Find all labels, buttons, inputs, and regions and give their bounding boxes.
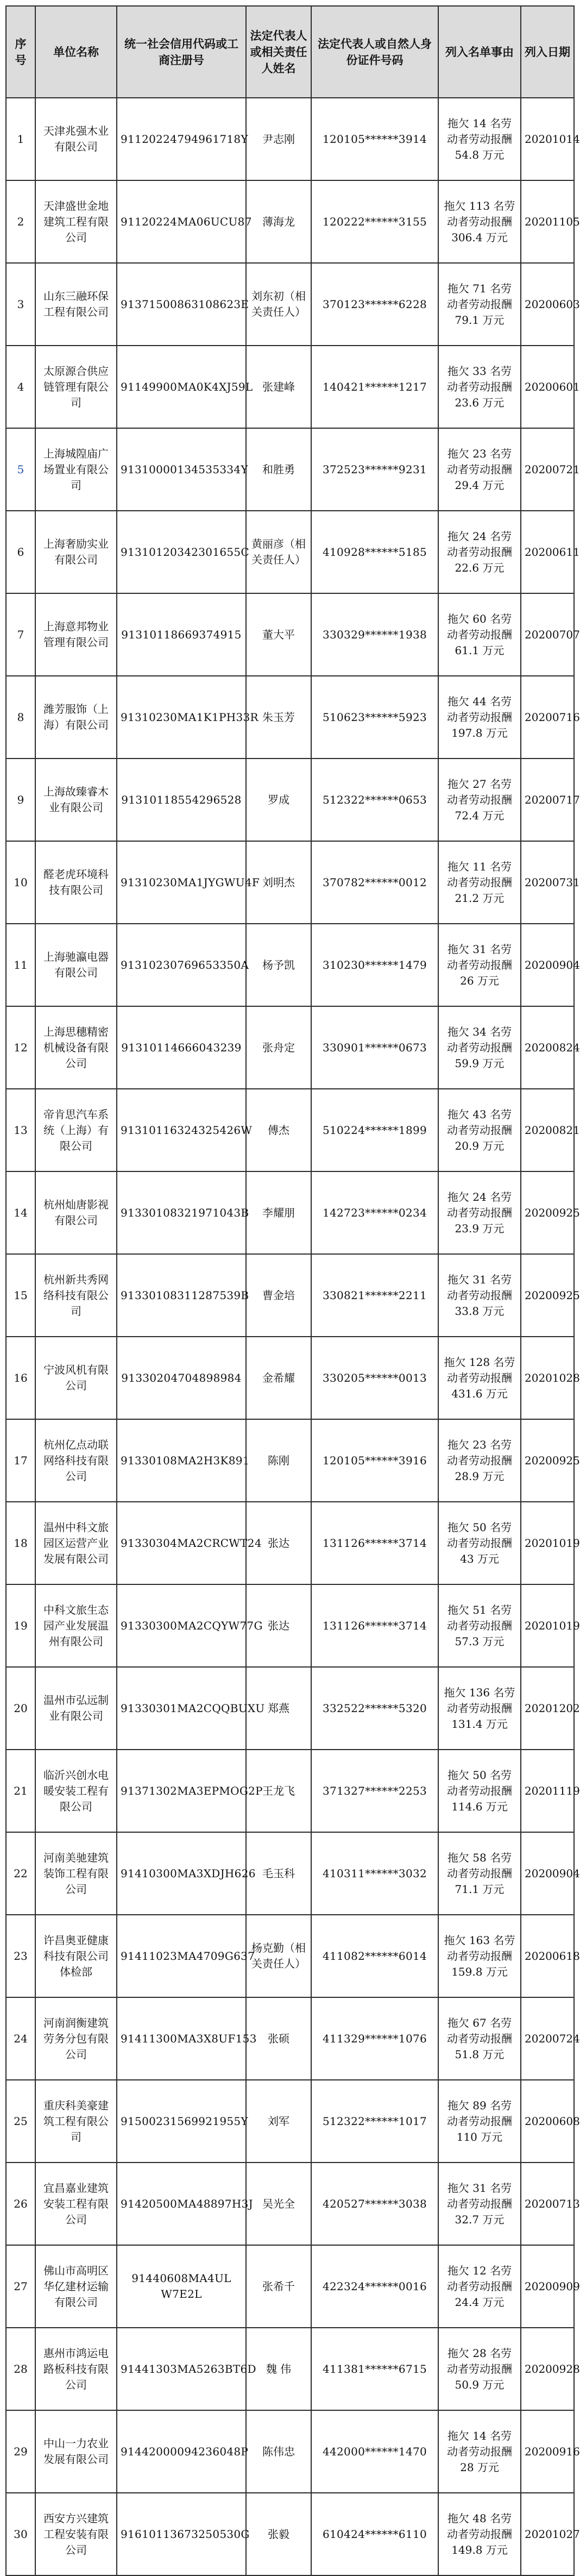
cell-no: 27 [6,2245,35,2328]
cell-responsible-person: 魏 伟 [246,2328,311,2410]
cell-listing-reason: 拖欠 11 名劳动者劳动报酬 21.2 万元 [438,841,521,924]
cell-credit-code: 91371500863108623E [117,263,246,346]
cell-unit-name: 醛老虎环境科技有限公司 [35,841,117,924]
cell-responsible-person: 王龙飞 [246,1750,311,1832]
cell-no: 21 [6,1750,35,1832]
cell-unit-name: 河南润衡建筑劳务分包有限公司 [35,1997,117,2080]
cell-no: 17 [6,1419,35,1502]
cell-listing-reason: 拖欠 89 名劳动者劳动报酬 110 万元 [438,2080,521,2163]
cell-id-number: 330329******1938 [311,593,438,676]
table-row [6,2163,574,2245]
table-row [6,593,574,676]
cell-no: 14 [6,1171,35,1254]
cell-listing-reason: 拖欠 48 名劳动者劳动报酬 149.8 万元 [438,2493,521,2575]
cell-listing-reason: 拖欠 51 名劳动者劳动报酬 57.3 万元 [438,1584,521,1667]
table-row [6,98,574,180]
cell-listing-reason: 拖欠 14 名劳动者劳动报酬 54.8 万元 [438,98,521,180]
cell-listing-reason: 拖欠 27 名劳动者劳动报酬 72.4 万元 [438,759,521,841]
table-row [6,1832,574,1915]
cell-id-number: 310230******1479 [311,924,438,1006]
cell-listing-reason: 拖欠 128 名劳动者劳动报酬 431.6 万元 [438,1337,521,1419]
table-row [6,1997,574,2080]
cell-id-number: 411381******6715 [311,2328,438,2410]
cell-id-number: 371327******2253 [311,1750,438,1832]
cell-no: 24 [6,1997,35,2080]
cell-credit-code: 91500231569921955Y [117,2080,246,2163]
cell-listing-date: 20200713 [521,2163,574,2245]
cell-responsible-person: 张希千 [246,2245,311,2328]
cell-id-number: 411329******1076 [311,1997,438,2080]
cell-listing-reason: 拖欠 113 名劳动者劳动报酬 306.4 万元 [438,180,521,263]
table-row [6,676,574,759]
cell-listing-reason: 拖欠 50 名劳动者劳动报酬 43 万元 [438,1502,521,1584]
cell-listing-reason: 拖欠 60 名劳动者劳动报酬 61.1 万元 [438,593,521,676]
cell-responsible-person: 刘明杰 [246,841,311,924]
cell-credit-code: 91330300MA2CQYW77G [117,1584,246,1667]
cell-listing-date: 20200716 [521,676,574,759]
cell-unit-name: 中山一力农业发展有限公司 [35,2410,117,2493]
cell-responsible-person: 刘东初（相关责任人） [246,263,311,346]
cell-listing-reason: 拖欠 71 名劳动者劳动报酬 79.1 万元 [438,263,521,346]
cell-listing-reason: 拖欠 67 名劳动者劳动报酬 51.8 万元 [438,1997,521,2080]
cell-listing-reason: 拖欠 28 名劳动者劳动报酬 50.9 万元 [438,2328,521,2410]
cell-responsible-person: 和胜勇 [246,428,311,511]
table-row [6,263,574,346]
cell-credit-code: 91420500MA48897H3J [117,2163,246,2245]
cell-credit-code: 91310230MA1JYGWU4F [117,841,246,924]
cell-credit-code: 91120224MA06UCU87 [117,180,246,263]
cell-credit-code: 91310230MA1K1PH33R [117,676,246,759]
cell-responsible-person: 杨克勤（相关责任人） [246,1915,311,1997]
cell-unit-name: 温州市弘远制业有限公司 [35,1667,117,1750]
table-row [6,1667,574,1750]
cell-responsible-person: 董大平 [246,593,311,676]
cell-id-number: 330901******0673 [311,1006,438,1089]
cell-no: 23 [6,1915,35,1997]
cell-responsible-person: 陈伟忠 [246,2410,311,2493]
table-row [6,924,574,1006]
cell-listing-date: 20200916 [521,2410,574,2493]
table-row [6,1006,574,1089]
cell-no: 8 [6,676,35,759]
cell-credit-code: 91411300MA3X8UF153 [117,1997,246,2080]
cell-credit-code: 91410300MA3XDJH626 [117,1832,246,1915]
cell-listing-date: 20200618 [521,1915,574,1997]
cell-credit-code: 91310120342301655C [117,511,246,593]
cell-responsible-person: 张硕 [246,1997,311,2080]
cell-credit-code: 91310116324325426W [117,1089,246,1171]
cell-id-number: 372523******9231 [311,428,438,511]
cell-credit-code: 91330304MA2CRCWT24 [117,1502,246,1584]
table-row [6,2328,574,2410]
cell-no: 25 [6,2080,35,2163]
header-row [6,6,574,98]
cell-responsible-person: 尹志刚 [246,98,311,180]
cell-id-number: 142723******0234 [311,1171,438,1254]
cell-id-number: 510623******5923 [311,676,438,759]
cell-responsible-person: 张达 [246,1502,311,1584]
cell-listing-date: 20200731 [521,841,574,924]
cell-no: 26 [6,2163,35,2245]
cell-no: 11 [6,924,35,1006]
table-row [6,180,574,263]
cell-unit-name: 上海驰瀛电器有限公司 [35,924,117,1006]
cell-listing-date: 20200601 [521,346,574,428]
cell-credit-code: 91442000094236048P [117,2410,246,2493]
table-row [6,1419,574,1502]
cell-unit-name: 上海意邦物业管理有限公司 [35,593,117,676]
cell-credit-code: 91411023MA4709G637 [117,1915,246,1997]
table-row [6,1254,574,1337]
cell-credit-code: 91610113673250530G [117,2493,246,2575]
cell-listing-reason: 拖欠 34 名劳动者劳动报酬 59.9 万元 [438,1006,521,1089]
wage-arrears-blacklist-table [5,5,580,2576]
cell-responsible-person: 金希耀 [246,1337,311,1419]
cell-id-number: 512322******0653 [311,759,438,841]
cell-listing-date: 20201119 [521,1750,574,1832]
table-row [6,2493,574,2575]
cell-listing-date: 20201028 [521,1337,574,1419]
cell-id-number: 422324******0016 [311,2245,438,2328]
header-no: 序号 [6,6,35,98]
cell-credit-code: 91310114666043239 [117,1006,246,1089]
cell-id-number: 442000******1470 [311,2410,438,2493]
cell-no: 2 [6,180,35,263]
cell-id-number: 131126******3714 [311,1584,438,1667]
cell-no: 3 [6,263,35,346]
cell-responsible-person: 张建峰 [246,346,311,428]
table-row [6,2245,574,2328]
table-row [6,1171,574,1254]
cell-no: 1 [6,98,35,180]
cell-listing-date: 20200608 [521,2080,574,2163]
cell-id-number: 610424******6110 [311,2493,438,2575]
cell-credit-code: 91440608MA4UL W7E2L [117,2245,246,2328]
cell-listing-date: 20200707 [521,593,574,676]
cell-id-number: 420527******3038 [311,2163,438,2245]
cell-listing-date: 20200717 [521,759,574,841]
cell-credit-code: 91330108321971043B [117,1171,246,1254]
cell-unit-name: 中科文旅生态园产业发展温州有限公司 [35,1584,117,1667]
cell-responsible-person: 罗成 [246,759,311,841]
cell-listing-date: 20201019 [521,1584,574,1667]
cell-credit-code: 91310118669374915 [117,593,246,676]
cell-listing-date: 20200821 [521,1089,574,1171]
cell-id-number: 120105******3916 [311,1419,438,1502]
cell-listing-date: 20200925 [521,1254,574,1337]
cell-id-number: 120222******3155 [311,180,438,263]
cell-credit-code: 91149900MA0K4XJ59L [117,346,246,428]
table-row [6,1750,574,1832]
cell-unit-name: 太原源合供应链管理有限公司 [35,346,117,428]
cell-credit-code: 91310230769653350A [117,924,246,1006]
cell-listing-reason: 拖欠 58 名劳动者劳动报酬 71.1 万元 [438,1832,521,1915]
cell-listing-reason: 拖欠 14 名劳动者劳动报酬 28 万元 [438,2410,521,2493]
cell-credit-code: 91371302MA3EPMOG2P [117,1750,246,1832]
cell-unit-name: 上海城隍庙广场置业有限公司 [35,428,117,511]
cell-responsible-person: 杨予凯 [246,924,311,1006]
cell-no: 13 [6,1089,35,1171]
cell-unit-name: 杭州灿唐影视有限公司 [35,1171,117,1254]
cell-no: 15 [6,1254,35,1337]
cell-no: 10 [6,841,35,924]
cell-credit-code: 91310118554296528 [117,759,246,841]
cell-unit-name: 上海思穗精密机械设备有限公司 [35,1006,117,1089]
header-responsible-person: 法定代表人或相关责任人姓名 [246,6,311,98]
header-listing-reason: 列入名单事由 [438,6,521,98]
cell-no: 20 [6,1667,35,1750]
cell-listing-date: 20200904 [521,924,574,1006]
cell-id-number: 332522******5320 [311,1667,438,1750]
header-unit-name: 单位名称 [35,6,117,98]
cell-listing-date: 20200928 [521,2328,574,2410]
cell-listing-reason: 拖欠 44 名劳动者劳动报酬 197.8 万元 [438,676,521,759]
cell-responsible-person: 傅杰 [246,1089,311,1171]
cell-listing-date: 20201105 [521,180,574,263]
table-row [6,841,574,924]
cell-credit-code: 91330204704898984 [117,1337,246,1419]
table-row [6,511,574,593]
cell-unit-name: 帝肯思汽车系统（上海）有限公司 [35,1089,117,1171]
table-row [6,759,574,841]
cell-id-number: 120105******3914 [311,98,438,180]
cell-no: 28 [6,2328,35,2410]
cell-responsible-person: 曹金培 [246,1254,311,1337]
table-row [6,2410,574,2493]
cell-credit-code: 91310000134535334Y [117,428,246,511]
cell-listing-reason: 拖欠 31 名劳动者劳动报酬 33.8 万元 [438,1254,521,1337]
table-body [6,98,580,2575]
cell-unit-name: 杭州亿点动联网络科技有限公司 [35,1419,117,1502]
cell-listing-date: 20200925 [521,1419,574,1502]
cell-unit-name: 西安方兴建筑工程安装有限公司 [35,2493,117,2575]
cell-unit-name: 天津盛世金地建筑工程有限公司 [35,180,117,263]
cell-no: 12 [6,1006,35,1089]
cell-listing-date: 20201019 [521,1502,574,1584]
cell-credit-code: 91330108311287539B [117,1254,246,1337]
cell-responsible-person: 朱玉芳 [246,676,311,759]
cell-no: 16 [6,1337,35,1419]
cell-unit-name: 宜昌嘉业建筑安装工程有限公司 [35,2163,117,2245]
cell-no: 22 [6,1832,35,1915]
cell-no: 30 [6,2493,35,2575]
cell-no: 4 [6,346,35,428]
cell-id-number: 330205******0013 [311,1337,438,1419]
cell-id-number: 131126******3714 [311,1502,438,1584]
header-id-number: 法定代表人或自然人身份证件号码 [311,6,438,98]
cell-responsible-person: 毛玉科 [246,1832,311,1915]
cell-no: 6 [6,511,35,593]
cell-listing-date: 20201014 [521,98,574,180]
table-row [6,1337,574,1419]
cell-listing-reason: 拖欠 136 名劳动者劳动报酬 131.4 万元 [438,1667,521,1750]
cell-responsible-person: 吴光全 [246,2163,311,2245]
cell-id-number: 410928******5185 [311,511,438,593]
cell-no: 18 [6,1502,35,1584]
table-row [6,1502,574,1584]
cell-unit-name: 许昌奥亚健康科技有限公司体检部 [35,1915,117,1997]
cell-listing-reason: 拖欠 31 名劳动者劳动报酬 26 万元 [438,924,521,1006]
cell-id-number: 140421******1217 [311,346,438,428]
cell-unit-name: 天津兆强木业有限公司 [35,98,117,180]
header-credit-code: 统一社会信用代码或工商注册号 [117,6,246,98]
cell-credit-code: 91330301MA2CQQBUXU [117,1667,246,1750]
cell-responsible-person: 张毅 [246,2493,311,2575]
cell-responsible-person: 刘军 [246,2080,311,2163]
cell-unit-name: 上海故臻睿木业有限公司 [35,759,117,841]
table-row [6,2080,574,2163]
cell-listing-reason: 拖欠 163 名劳动者劳动报酬 159.8 万元 [438,1915,521,1997]
table-row [6,346,574,428]
table-row [6,1584,574,1667]
cell-listing-date: 20200603 [521,263,574,346]
cell-listing-date: 20200904 [521,1832,574,1915]
cell-listing-date: 20200611 [521,511,574,593]
cell-listing-date: 20200724 [521,1997,574,2080]
cell-responsible-person: 李耀朋 [246,1171,311,1254]
cell-listing-reason: 拖欠 33 名劳动者劳动报酬 23.6 万元 [438,346,521,428]
cell-no: 9 [6,759,35,841]
cell-unit-name: 宁波风机有限公司 [35,1337,117,1419]
cell-listing-date: 20200925 [521,1171,574,1254]
cell-listing-reason: 拖欠 50 名劳动者劳动报酬 114.6 万元 [438,1750,521,1832]
cell-unit-name: 山东三融环保工程有限公司 [35,263,117,346]
cell-no: 19 [6,1584,35,1667]
cell-responsible-person: 张达 [246,1584,311,1667]
cell-listing-date: 20200909 [521,2245,574,2328]
header-listing-date: 列入日期 [521,6,574,98]
cell-unit-name: 杭州新共秀网络科技有限公司 [35,1254,117,1337]
cell-listing-date: 20200721 [521,428,574,511]
cell-id-number: 370123******6228 [311,263,438,346]
cell-unit-name: 重庆科美豪建筑工程有限公司 [35,2080,117,2163]
cell-id-number: 410311******3032 [311,1832,438,1915]
cell-listing-reason: 拖欠 23 名劳动者劳动报酬 28.9 万元 [438,1419,521,1502]
cell-id-number: 370782******0012 [311,841,438,924]
cell-listing-reason: 拖欠 12 名劳动者劳动报酬 24.4 万元 [438,2245,521,2328]
cell-unit-name: 河南美驰建筑装饰工程有限公司 [35,1832,117,1915]
cell-id-number: 330821******2211 [311,1254,438,1337]
cell-listing-date: 20201202 [521,1667,574,1750]
cell-responsible-person: 张舟定 [246,1006,311,1089]
cell-listing-reason: 拖欠 24 名劳动者劳动报酬 23.9 万元 [438,1171,521,1254]
cell-unit-name: 惠州市鸿运电路板科技有限公司 [35,2328,117,2410]
cell-listing-date: 20201027 [521,2493,574,2575]
cell-responsible-person: 薄海龙 [246,180,311,263]
cell-unit-name: 潍芳服饰（上海）有限公司 [35,676,117,759]
cell-listing-reason: 拖欠 43 名劳动者劳动报酬 20.9 万元 [438,1089,521,1171]
cell-unit-name: 上海奢励实业有限公司 [35,511,117,593]
table-row [6,428,574,511]
cell-listing-reason: 拖欠 31 名劳动者劳动报酬 32.7 万元 [438,2163,521,2245]
cell-id-number: 512322******1017 [311,2080,438,2163]
table-row [6,1089,574,1171]
cell-listing-date: 20200824 [521,1006,574,1089]
cell-unit-name: 临沂兴创水电暖安装工程有限公司 [35,1750,117,1832]
cell-credit-code: 91441303MA5263BT6D [117,2328,246,2410]
cell-credit-code: 91120224794961718Y [117,98,246,180]
cell-no: 5 [6,428,35,511]
cell-unit-name: 温州中科文旅园区运营产业发展有限公司 [35,1502,117,1584]
cell-unit-name: 佛山市高明区华亿建材运输有限公司 [35,2245,117,2328]
cell-no: 29 [6,2410,35,2493]
table-row [6,1915,574,1997]
cell-id-number: 510224******1899 [311,1089,438,1171]
cell-responsible-person: 郑燕 [246,1667,311,1750]
cell-listing-reason: 拖欠 24 名劳动者劳动报酬 22.6 万元 [438,511,521,593]
cell-responsible-person: 黄丽彦（相关责任人） [246,511,311,593]
cell-no: 7 [6,593,35,676]
cell-listing-reason: 拖欠 23 名劳动者劳动报酬 29.4 万元 [438,428,521,511]
cell-credit-code: 91330108MA2H3K891 [117,1419,246,1502]
cell-responsible-person: 陈刚 [246,1419,311,1502]
cell-id-number: 411082******6014 [311,1915,438,1997]
